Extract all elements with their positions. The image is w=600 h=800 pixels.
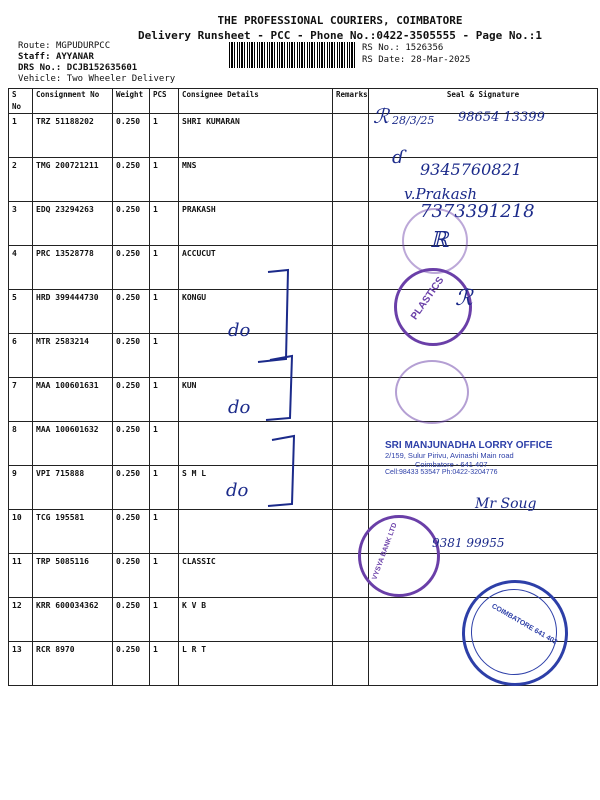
signature-scribble-1: ℛ (373, 104, 389, 128)
cell-consignment: KRR 600034362 (33, 598, 113, 642)
cell-weight: 0.250 (113, 554, 150, 598)
cell-weight: 0.250 (113, 510, 150, 554)
cell-weight: 0.250 (113, 246, 150, 290)
rs-no-value: 1526356 (405, 43, 444, 53)
barcode (229, 42, 356, 68)
cell-weight: 0.250 (113, 378, 150, 422)
cell-remarks (333, 246, 369, 290)
cell-weight: 0.250 (113, 466, 150, 510)
cell-consignee: KONGU (179, 290, 333, 334)
signature-scribble-6: Mr Soug (475, 496, 537, 512)
cell-pcs: 1 (150, 554, 179, 598)
rs-date-label: RS Date: (362, 55, 406, 65)
cell-pcs: 1 (150, 510, 179, 554)
cell-pcs: 1 (150, 202, 179, 246)
cell-consignee: CLASSIC (179, 554, 333, 598)
vehicle-value: Two Wheeler Delivery (66, 74, 176, 84)
cell-consignee: K V B (179, 598, 333, 642)
cell-consignee: S M L (179, 466, 333, 510)
cell-remarks (333, 290, 369, 334)
cell-pcs: 1 (150, 466, 179, 510)
cell-consignment: TRP 5085116 (33, 554, 113, 598)
cell-weight: 0.250 (113, 202, 150, 246)
cell-weight: 0.250 (113, 114, 150, 158)
cell-remarks (333, 598, 369, 642)
bank-stamp (358, 515, 440, 597)
cell-pcs: 1 (150, 158, 179, 202)
cell-remarks (333, 158, 369, 202)
rs-date-value: 28-Mar-2025 (410, 55, 471, 65)
drs-value: DCJB152635601 (66, 63, 138, 73)
cell-consignment: EDQ 23294263 (33, 202, 113, 246)
cell-remarks (333, 642, 369, 686)
cell-sno: 6 (9, 334, 33, 378)
signature-scribble-4: ℝ (430, 228, 449, 253)
faded-stamp-2 (395, 360, 469, 424)
cell-pcs: 1 (150, 378, 179, 422)
cell-weight: 0.250 (113, 334, 150, 378)
cell-consignment: MAA 100601631 (33, 378, 113, 422)
cell-remarks (333, 202, 369, 246)
col-consignee: Consignee Details (179, 89, 333, 114)
cell-consignment: HRD 399444730 (33, 290, 113, 334)
lorry-office-city: Coimbatore - 641 407 (415, 460, 488, 469)
cell-consignment: TMG 200721211 (33, 158, 113, 202)
cell-pcs: 1 (150, 422, 179, 466)
runsheet-title: Delivery Runsheet - PCC - Phone No.:0422-3505555 - Page No.:1 (138, 29, 542, 42)
vehicle-label: Vehicle: (18, 74, 62, 84)
col-sno: S No (9, 89, 33, 114)
route-value: MGPUDURPCC (55, 41, 111, 51)
cell-sno: 9 (9, 466, 33, 510)
faded-stamp-1 (402, 208, 468, 274)
cell-sno: 12 (9, 598, 33, 642)
drs-line (18, 63, 137, 73)
ditto-row6: do (228, 320, 251, 341)
staff-line (18, 52, 94, 62)
company-name: THE PROFESSIONAL COURIERS, COIMBATORE (217, 14, 463, 27)
cell-remarks (333, 422, 369, 466)
rs-date-line (362, 55, 470, 65)
cell-pcs: 1 (150, 598, 179, 642)
col-remarks: Remarks (333, 89, 369, 114)
bank-stamp-text: VYSYA BANK LTD (371, 522, 399, 581)
cell-sno: 8 (9, 422, 33, 466)
cell-remarks (333, 466, 369, 510)
staff-label: Staff: (18, 52, 51, 62)
drs-label: DRS No.: (18, 63, 62, 73)
signature-scribble-5: ℛ (455, 286, 473, 311)
col-seal-signature: Seal & Signature (369, 89, 598, 114)
travellers-stamp-city: COIMBATORE 641 402 (490, 602, 559, 647)
route-label: Route: (18, 41, 51, 51)
cell-consignment: MAA 100601632 (33, 422, 113, 466)
ditto-row8: do (228, 397, 251, 418)
lorry-office-name: SRI MANJUNADHA LORRY OFFICE (385, 440, 553, 451)
vehicle-line (18, 74, 175, 84)
staff-value: AYYANAR (55, 52, 94, 62)
rs-no-line (362, 43, 443, 53)
cell-consignment: PRC 13528778 (33, 246, 113, 290)
cell-pcs: 1 (150, 290, 179, 334)
cell-sno: 5 (9, 290, 33, 334)
cell-pcs: 1 (150, 114, 179, 158)
route-line (18, 41, 110, 51)
cell-remarks (333, 114, 369, 158)
cell-weight: 0.250 (113, 158, 150, 202)
lorry-office-phone: Cell:98433 53547 Ph:0422-3204776 (385, 469, 498, 476)
cell-sno: 2 (9, 158, 33, 202)
row1-date: 28/3/25 (392, 114, 435, 127)
row1-phone: 98654 13399 (458, 110, 545, 125)
cell-weight: 0.250 (113, 598, 150, 642)
row2-phone: 9345760821 (420, 160, 522, 179)
plastics-stamp-text: PLASTICS (409, 275, 447, 322)
cell-sno: 1 (9, 114, 33, 158)
cell-consignment: TRZ 51188202 (33, 114, 113, 158)
cell-remarks (333, 334, 369, 378)
cell-consignment: MTR 2583214 (33, 334, 113, 378)
ditto-row10: do (226, 480, 249, 501)
cell-consignee: L R T (179, 642, 333, 686)
cell-consignee: PRAKASH (179, 202, 333, 246)
row3-phone: 7373391218 (420, 201, 535, 222)
cell-consignee: ACCUCUT (179, 246, 333, 290)
ditto-bracket-3 (210, 430, 310, 520)
cell-weight: 0.250 (113, 422, 150, 466)
cell-consignee: SHRI KUMARAN (179, 114, 333, 158)
cell-consignee: KUN (179, 378, 333, 422)
cell-sno: 10 (9, 510, 33, 554)
col-weight: Weight (113, 89, 150, 114)
cell-sno: 11 (9, 554, 33, 598)
cell-pcs: 1 (150, 246, 179, 290)
travellers-stamp (462, 580, 568, 686)
cell-sno: 13 (9, 642, 33, 686)
cell-pcs: 1 (150, 334, 179, 378)
cell-pcs: 1 (150, 642, 179, 686)
col-consignment: Consignment No (33, 89, 113, 114)
cell-weight: 0.250 (113, 290, 150, 334)
col-pcs: PCS (150, 89, 179, 114)
cell-consignment: RCR 8970 (33, 642, 113, 686)
cell-weight: 0.250 (113, 642, 150, 686)
cell-consignment: VPI 715888 (33, 466, 113, 510)
cell-remarks (333, 378, 369, 422)
rs-no-label: RS No.: (362, 43, 400, 53)
ditto-bracket-2 (210, 348, 310, 428)
row12-phone: 9381 99955 (432, 536, 505, 550)
lorry-office-stamp (385, 440, 565, 504)
cell-sno: 7 (9, 378, 33, 422)
cell-consignment: TCG 195581 (33, 510, 113, 554)
cell-consignee: MNS (179, 158, 333, 202)
row3-name: v.Prakash (404, 185, 478, 203)
signature-scribble-2: ɗ (392, 147, 405, 168)
lorry-office-addr: 2/159, Sulur Pirivu, Avinashi Main road (385, 451, 514, 460)
cell-sno: 4 (9, 246, 33, 290)
cell-sno: 3 (9, 202, 33, 246)
